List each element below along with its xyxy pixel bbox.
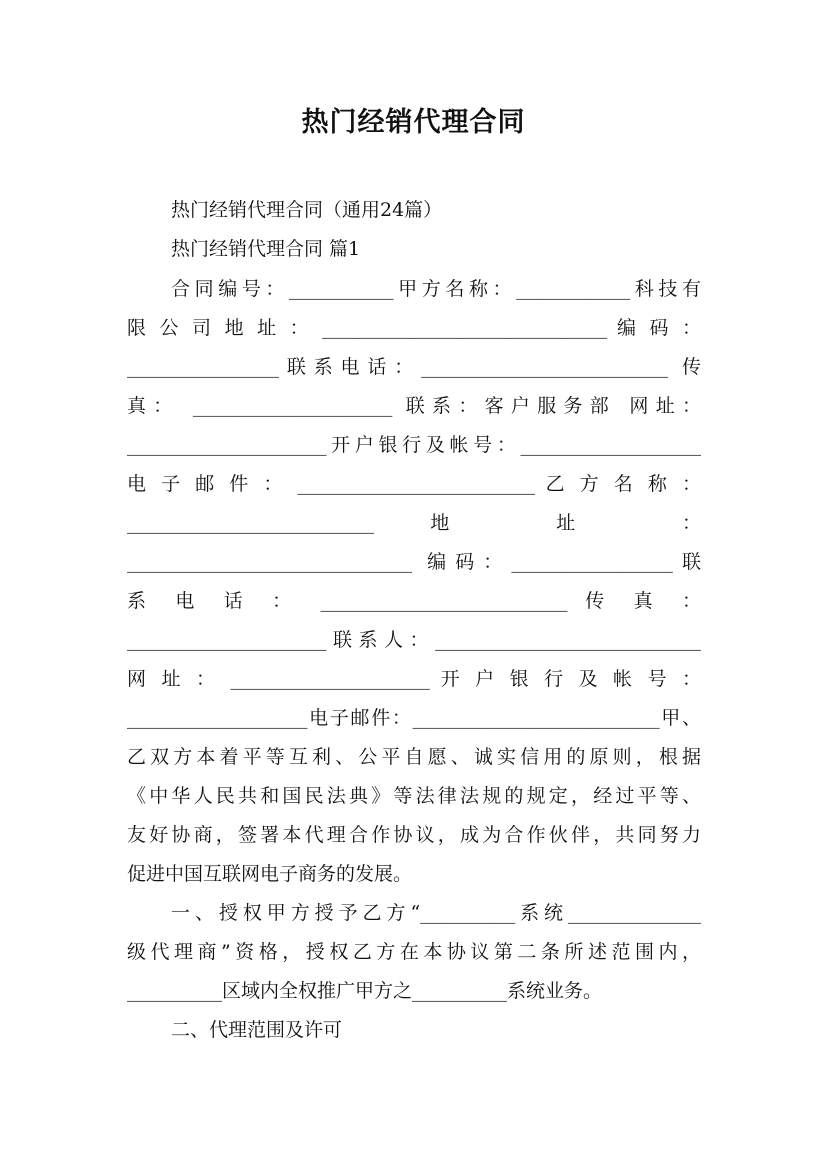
section-heading: 热门经销代理合同 篇1: [171, 238, 361, 260]
body-line: 真： _____________________ 联系：客户服务部 网址：: [127, 395, 701, 417]
body-line: 电 子 邮 件 ： _________________________ 乙 方 名 称 ：: [127, 473, 701, 495]
body-line: ___________________电子邮件：__________________________甲、: [127, 707, 701, 729]
body-line: __________________________ 地 址 ：: [127, 512, 701, 534]
body-line: 《中华人民共和国民法典》等法律法规的规定，经过平等、: [127, 785, 701, 807]
body-line: _____________________联系人：____________________________: [127, 629, 701, 651]
body-line: 系 电 话 ： __________________________ 传 真 ：: [127, 590, 701, 612]
body-line: 乙双方本着平等互利、公平自愿、诚实信用的原则，根据: [127, 746, 701, 768]
body-line: 合同编号：___________甲方名称：____________科技有: [171, 278, 701, 300]
body-line: ________________联系电话：__________________________ 传: [127, 356, 701, 378]
body-line: 网 址 ： _____________________ 开 户 银 行 及 帐 号 ：: [127, 668, 701, 690]
clause-1-line: 级代理商”资格，授权乙方在本协议第二条所述范围内，: [127, 941, 701, 963]
body-line: _____________________开户银行及帐号：___________________: [127, 434, 701, 456]
clause-1-line: 一、授权甲方授予乙方“__________系统______________: [171, 902, 701, 924]
clause-1-line: __________区域内全权推广甲方之__________系统业务。: [127, 980, 603, 1002]
body-line: 促进中国互联网电子商务的发展。: [127, 863, 413, 885]
subtitle-line: 热门经销代理合同（通用24篇）: [171, 199, 443, 221]
body-line: 限 公 司 地 址 ： ______________________________ 编 码 ：: [127, 317, 701, 339]
document-title: 热门经销代理合同: [301, 107, 526, 138]
body-line: ______________________________ 编码：_________________联: [127, 551, 701, 573]
clause-2-heading: 二、代理范围及许可: [171, 1019, 343, 1041]
body-line: 友好协商，签署本代理合作协议，成为合作伙伴，共同努力: [127, 824, 701, 846]
